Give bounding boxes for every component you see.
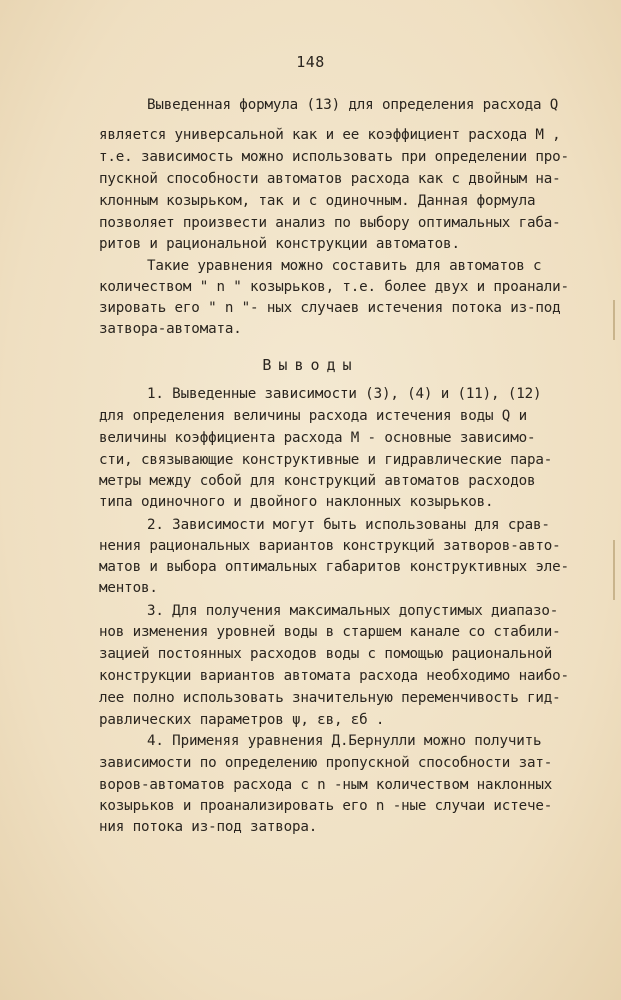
text-line: величины коэффициента расхода M - основные зависимо- xyxy=(99,430,536,446)
text-line: является универсальной как и ее коэффициент расхода M , xyxy=(99,127,561,143)
text-line: клонным козырьком, так и с одиночным. Данная формула xyxy=(99,193,536,209)
page-edge-mark xyxy=(613,300,615,340)
text-line: нов изменения уровней воды в старшем канале со стабили- xyxy=(99,624,561,640)
text-line: 1. Выведенные зависимости (3), (4) и (11), (12) xyxy=(147,386,542,402)
text-line: ния потока из-под затвора. xyxy=(99,819,318,835)
text-line: матов и выбора оптимальных габаритов конструктивных эле- xyxy=(99,559,569,575)
text-line: метры между собой для конструкций автоматов расходов xyxy=(99,473,536,489)
text-line: козырьков и проанализировать его n -ные случаи истече- xyxy=(99,798,553,814)
text-line: конструкции вариантов автомата расхода необходимо наибо- xyxy=(99,668,569,684)
text-line: сти, связывающие конструктивные и гидравлические пара- xyxy=(99,452,553,468)
text-line: воров-автоматов расхода с n -ным количеством наклонных xyxy=(99,777,553,793)
text-line: равлических параметров ψ, εв, εб . xyxy=(99,712,385,728)
text-line: зировать его " n "- ных случаев истечения потока из-под xyxy=(99,300,561,316)
text-line: зацией постоянных расходов воды с помощью рациональной xyxy=(99,646,553,662)
page-edge-mark xyxy=(613,540,615,600)
text-line: затвора-автомата. xyxy=(99,321,242,337)
text-line: ментов. xyxy=(99,580,158,596)
text-line: нения рациональных вариантов конструкций затворов-авто- xyxy=(99,538,561,554)
text-line: позволяет произвести анализ по выбору оптимальных габа- xyxy=(99,215,561,231)
text-line: пускной способности автоматов расхода как с двойным на- xyxy=(99,171,561,187)
text-line: т.е. зависимость можно использовать при определении про- xyxy=(99,149,569,165)
text-line: 2. Зависимости могут быть использованы для срав- xyxy=(147,517,550,533)
page-number: 148 xyxy=(296,53,325,71)
section-heading: Выводы xyxy=(262,356,359,374)
text-line: зависимости по определению пропускной способности зат- xyxy=(99,755,553,771)
text-line: Выведенная формула (13) для определения расхода Q xyxy=(147,97,559,113)
text-line: для определения величины расхода истечения воды Q и xyxy=(99,408,527,424)
text-line: 4. Применяя уравнения Д.Бернулли можно получить xyxy=(147,733,542,749)
text-line: лее полно использовать значительную переменчивость гид- xyxy=(99,690,561,706)
text-line: Такие уравнения можно составить для автоматов с xyxy=(147,258,542,274)
text-line: типа одиночного и двойного наклонных козырьков. xyxy=(99,494,494,510)
text-line: ритов и рациональной конструкции автоматов. xyxy=(99,236,460,252)
text-line: 3. Для получения максимальных допустимых диапазо- xyxy=(147,603,559,619)
text-line: количеством " n " козырьков, т.е. более двух и проанали- xyxy=(99,279,569,295)
